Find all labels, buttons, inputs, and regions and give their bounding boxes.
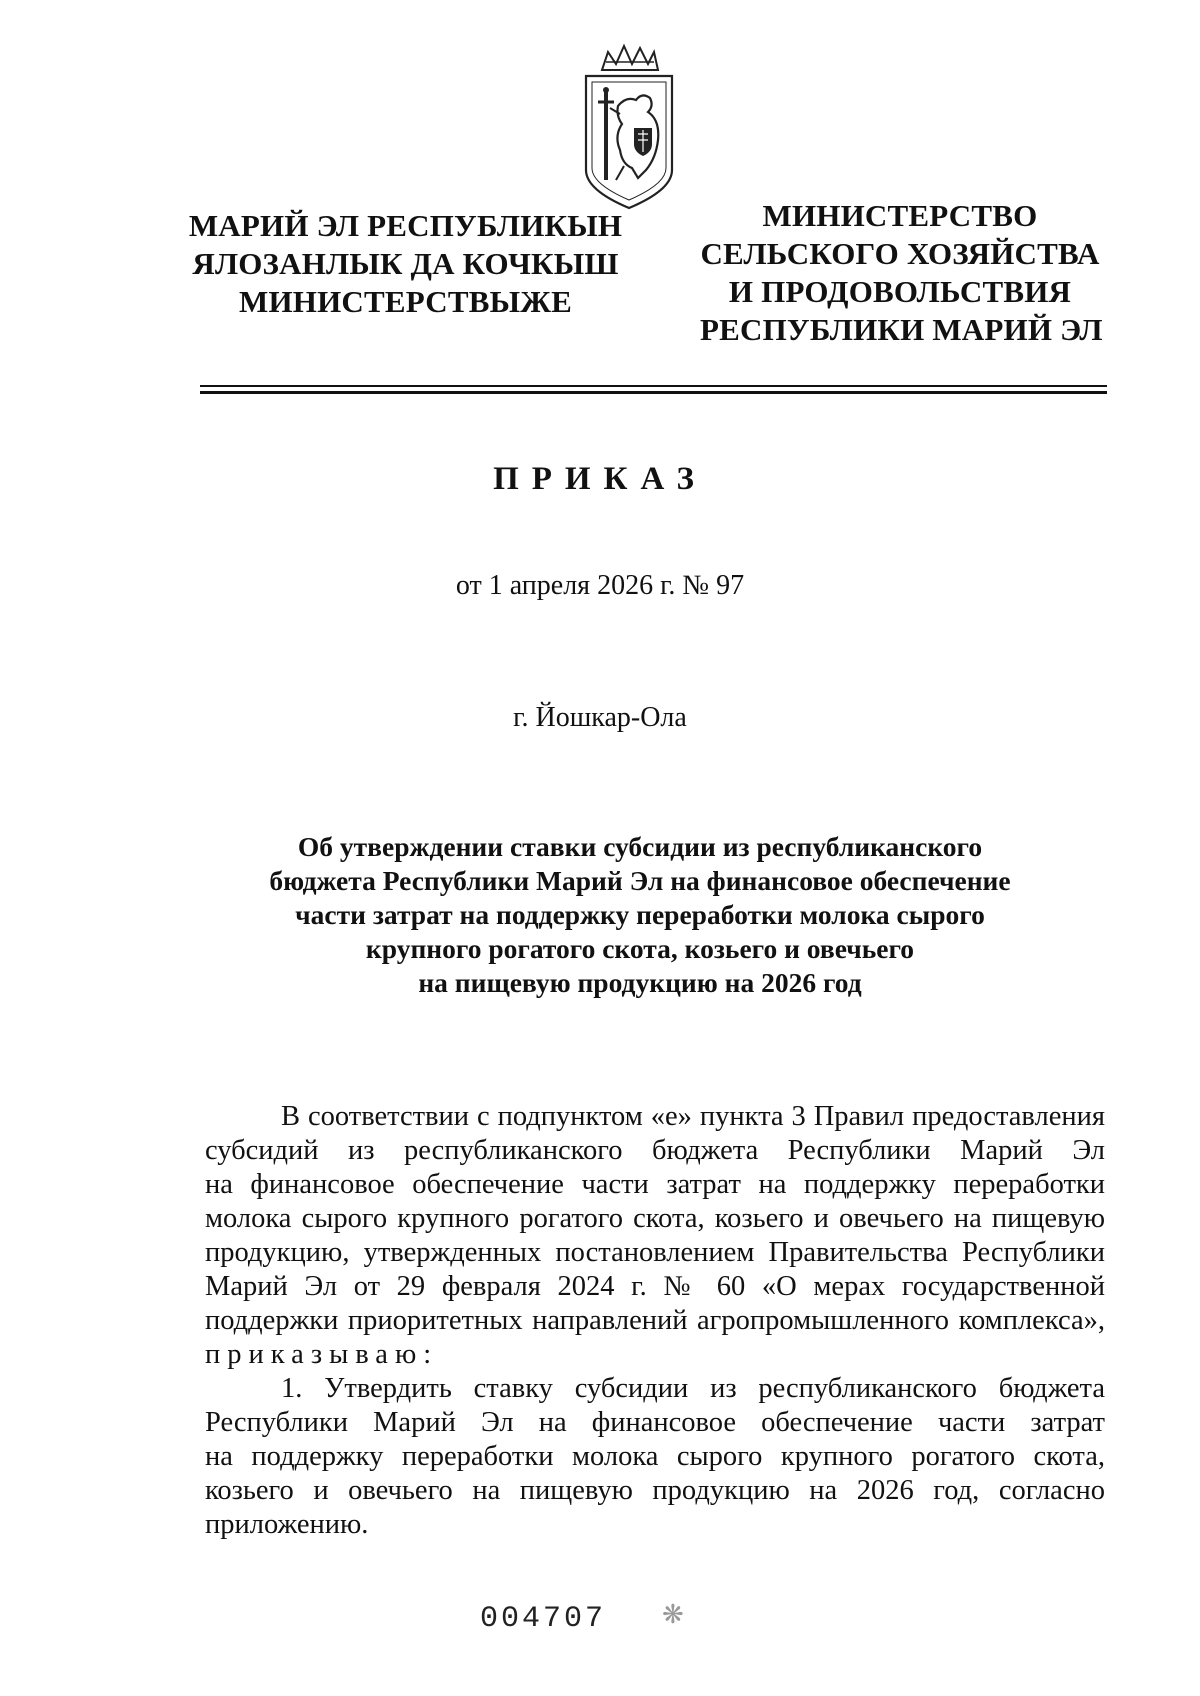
- body-line: приложению.: [205, 1509, 369, 1540]
- header-right-russian: [700, 197, 1103, 349]
- body-line: Марий Эл от 29 февраля 2024 г. № 60 «О мерах государственной: [205, 1271, 1105, 1302]
- header-right-line: СЕЛЬСКОГО ХОЗЯЙСТВА: [700, 236, 1100, 271]
- body-line: молока сырого крупного рогатого скота, козьего и овечьего на пищевую: [205, 1203, 1105, 1234]
- header-left-mari: [178, 207, 633, 321]
- header-right-line: МИНИСТЕРСТВО: [762, 198, 1038, 233]
- body-line: козьего и овечьего на пищевую продукцию на 2026 год, согласно: [205, 1475, 1105, 1506]
- document-city: г. Йошкар-Ола: [513, 702, 687, 733]
- body-line: на поддержку переработки молока сырого крупного рогатого скота,: [205, 1441, 1105, 1472]
- subject-line: части затрат на поддержку переработки молока сырого: [295, 899, 985, 930]
- header-divider-thick: [200, 391, 1107, 394]
- header-left-line: МИНИСТЕРСТВЫЖЕ: [239, 284, 572, 319]
- header-right-line: РЕСПУБЛИКИ МАРИЙ ЭЛ: [700, 312, 1103, 347]
- subject-line: Об утверждении ставки субсидии из республиканского: [297, 831, 983, 862]
- body-line: субсидий из республиканского бюджета Республики Марий Эл: [205, 1135, 1105, 1166]
- header-divider-thin: [200, 385, 1107, 387]
- body-line: В соответствии с подпунктом «е» пункта 3 Правил предоставления: [281, 1101, 1105, 1132]
- body-line: Республики Марий Эл на финансовое обеспечение части затрат: [205, 1407, 1105, 1438]
- subject-line: на пищевую продукцию на 2026 год: [418, 967, 862, 998]
- subject-line: крупного рогатого скота, козьего и овечьего: [365, 933, 915, 964]
- coat-of-arms-emblem: [580, 40, 678, 210]
- body-line: поддержки приоритетных направлений агропромышленного комплекса»,: [205, 1305, 1105, 1336]
- body-line: продукцию, утвержденных постановлением Правительства Республики: [205, 1237, 1105, 1268]
- body-line-order-word: приказываю:: [205, 1339, 439, 1370]
- document-subject: [200, 830, 1080, 1000]
- header-left-line: МАРИЙ ЭЛ РЕСПУБЛИКЫН: [188, 208, 623, 243]
- body-line: на финансовое обеспечение части затрат на поддержку переработки: [205, 1169, 1105, 1200]
- stamp-mark-icon: ❋: [662, 1600, 684, 1629]
- body-line: 1. Утвердить ставку субсидии из республиканского бюджета: [281, 1373, 1105, 1404]
- header-left-line: ЯЛОЗАНЛЫК ДА КОЧКЫШ: [192, 246, 619, 281]
- document-type-title: ПРИКАЗ: [493, 461, 707, 497]
- subject-line: бюджета Республики Марий Эл на финансовое обеспечение: [269, 865, 1011, 896]
- document-date-number: от 1 апреля 2026 г. № 97: [455, 570, 745, 601]
- form-serial-number: 004707: [480, 1602, 607, 1636]
- document-body: [205, 1100, 1105, 1542]
- header-right-line: И ПРОДОВОЛЬСТВИЯ: [728, 274, 1072, 309]
